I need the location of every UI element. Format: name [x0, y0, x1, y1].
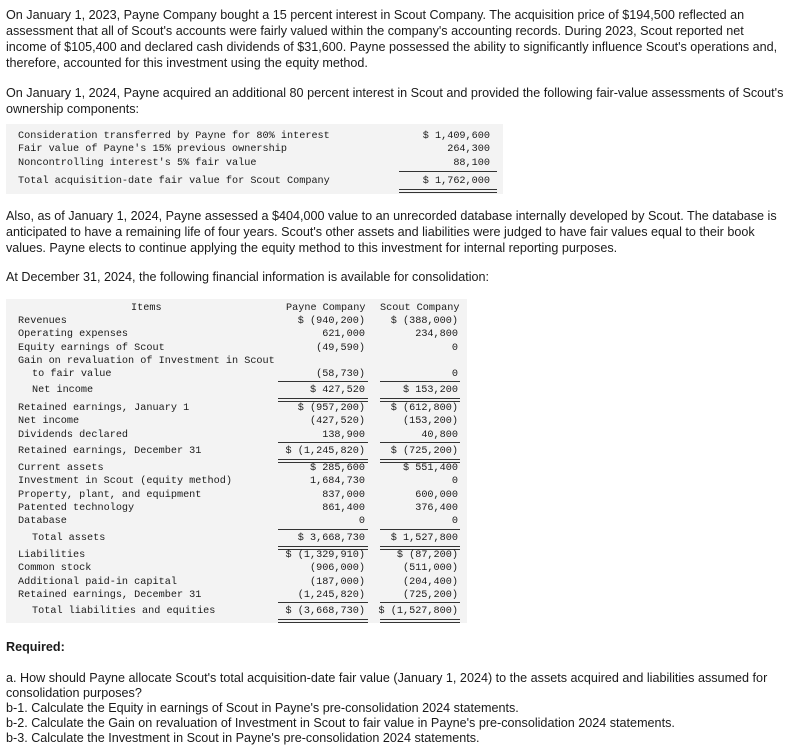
intro-paragraph: On January 1, 2023, Payne Company bought a 15 percent interest in Scout Company. The acquisition price of $194,500 reflected an assessment that all of Scout's accounts were fairly valued within the company's accounting records. During 2023, Scout reported net income of $105,400 and declared cash dividends of $31,600. Payne possessed the ability to significantly influence Scout's operations and, therefore, accounted for this investment using the equity method. — [6, 8, 778, 70]
table-row: Patented technology 861,400 376,400 — [18, 502, 458, 514]
divider — [380, 619, 460, 623]
column-header: Payne Company — [286, 303, 366, 314]
column-header: Scout Company — [380, 303, 460, 314]
table-row: Noncontrolling interest's 5% fair value 88,100 — [18, 157, 490, 169]
table-row: Current assets $ 285,600 $ 551,400 — [18, 463, 458, 474]
table-row: Net income $ 427,520 $ 153,200 — [32, 385, 458, 396]
divider — [380, 602, 460, 603]
divider — [278, 602, 368, 603]
table-row: Liabilities $ (1,329,910) $ (87,200) — [18, 550, 458, 561]
table-row: Consideration transferred by Payne for 80% interest $ 1,409,600 — [18, 131, 490, 142]
divider — [278, 619, 368, 623]
question-b2: b-2. Calculate the Gain on revaluation of Investment in Scout to fair value in Payne's pre-consolidation 2024 statements. — [6, 716, 675, 730]
divider — [278, 442, 368, 443]
divider — [380, 442, 460, 443]
table-row: Dividends declared 138,900 40,800 — [18, 429, 458, 441]
table-row: Common stock (906,000) (511,000) — [18, 563, 458, 575]
table-row: Retained earnings, December 31 $ (1,245,820) $ (725,200) — [18, 446, 458, 457]
table-row: Database 0 0 — [18, 516, 458, 528]
question-b3: b-3. Calculate the Investment in Scout in Payne's pre-consolidation 2024 statements. — [6, 731, 480, 745]
table-header — [6, 302, 467, 315]
table-row: Total assets $ 3,668,730 $ 1,527,800 — [32, 533, 458, 544]
table-row: Property, plant, and equipment 837,000 600,000 — [18, 489, 458, 501]
acquisition-paragraph: On January 1, 2024, Payne acquired an additional 80 percent interest in Scout and provided the following fair-value assessments of Scout's ownership components: — [6, 86, 784, 116]
table-row: Net income (427,520) (153,200) — [18, 416, 458, 428]
table-row: Equity earnings of Scout (49,590) 0 — [18, 342, 458, 354]
divider — [278, 529, 368, 530]
required-heading: Required: — [6, 640, 65, 654]
table-row: Additional paid-in capital (187,000) (204,400) — [18, 576, 458, 588]
table-row: Revenues $ (940,200) $ (388,000) — [18, 316, 458, 327]
divider — [399, 171, 497, 172]
divider — [380, 529, 460, 530]
database-paragraph: Also, as of January 1, 2024, Payne assessed a $404,000 value to an unrecorded database internally developed by Scout. The database is anticipated to have a remaining life of four years. Scout's other assets and liabilities were judged to have fair values equal to their book values. Payne elects to continue applying the equity method to this investment for internal reporting purposes. — [6, 209, 777, 255]
financials-table — [6, 299, 467, 623]
table-row: Total liabilities and equities $ (3,668,730) $ (1,527,800) — [32, 606, 458, 617]
consolidation-paragraph: At December 31, 2024, the following financial information is available for consolidation: — [6, 270, 490, 284]
fair-value-table — [6, 124, 503, 194]
table-row: to fair value (58,730) 0 — [32, 369, 458, 381]
divider — [380, 381, 460, 382]
divider — [399, 189, 497, 193]
table-row: Investment in Scout (equity method) 1,684,730 0 — [18, 476, 458, 488]
table-row: Retained earnings, December 31 (1,245,820) (725,200) — [18, 589, 458, 601]
table-row: Retained earnings, January 1 $ (957,200) $ (612,800) — [18, 403, 458, 414]
table-row: Total acquisition-date fair value for Scout Company $ 1,762,000 — [18, 176, 490, 187]
table-row: Operating expenses 621,000 234,800 — [18, 329, 458, 341]
divider — [278, 381, 368, 382]
column-header: Items — [131, 303, 162, 314]
table-row: Gain on revaluation of Investment in Scout — [18, 355, 275, 367]
question-b1: b-1. Calculate the Equity in earnings of Scout in Payne's pre-consolidation 2024 statements. — [6, 701, 519, 715]
table-row: Fair value of Payne's 15% previous ownership 264,300 — [18, 144, 490, 156]
question-a: a. How should Payne allocate Scout's total acquisition-date fair value (January 1, 2024) to the assets acquired and liabilities assumed for consolidation purposes? — [6, 671, 768, 701]
